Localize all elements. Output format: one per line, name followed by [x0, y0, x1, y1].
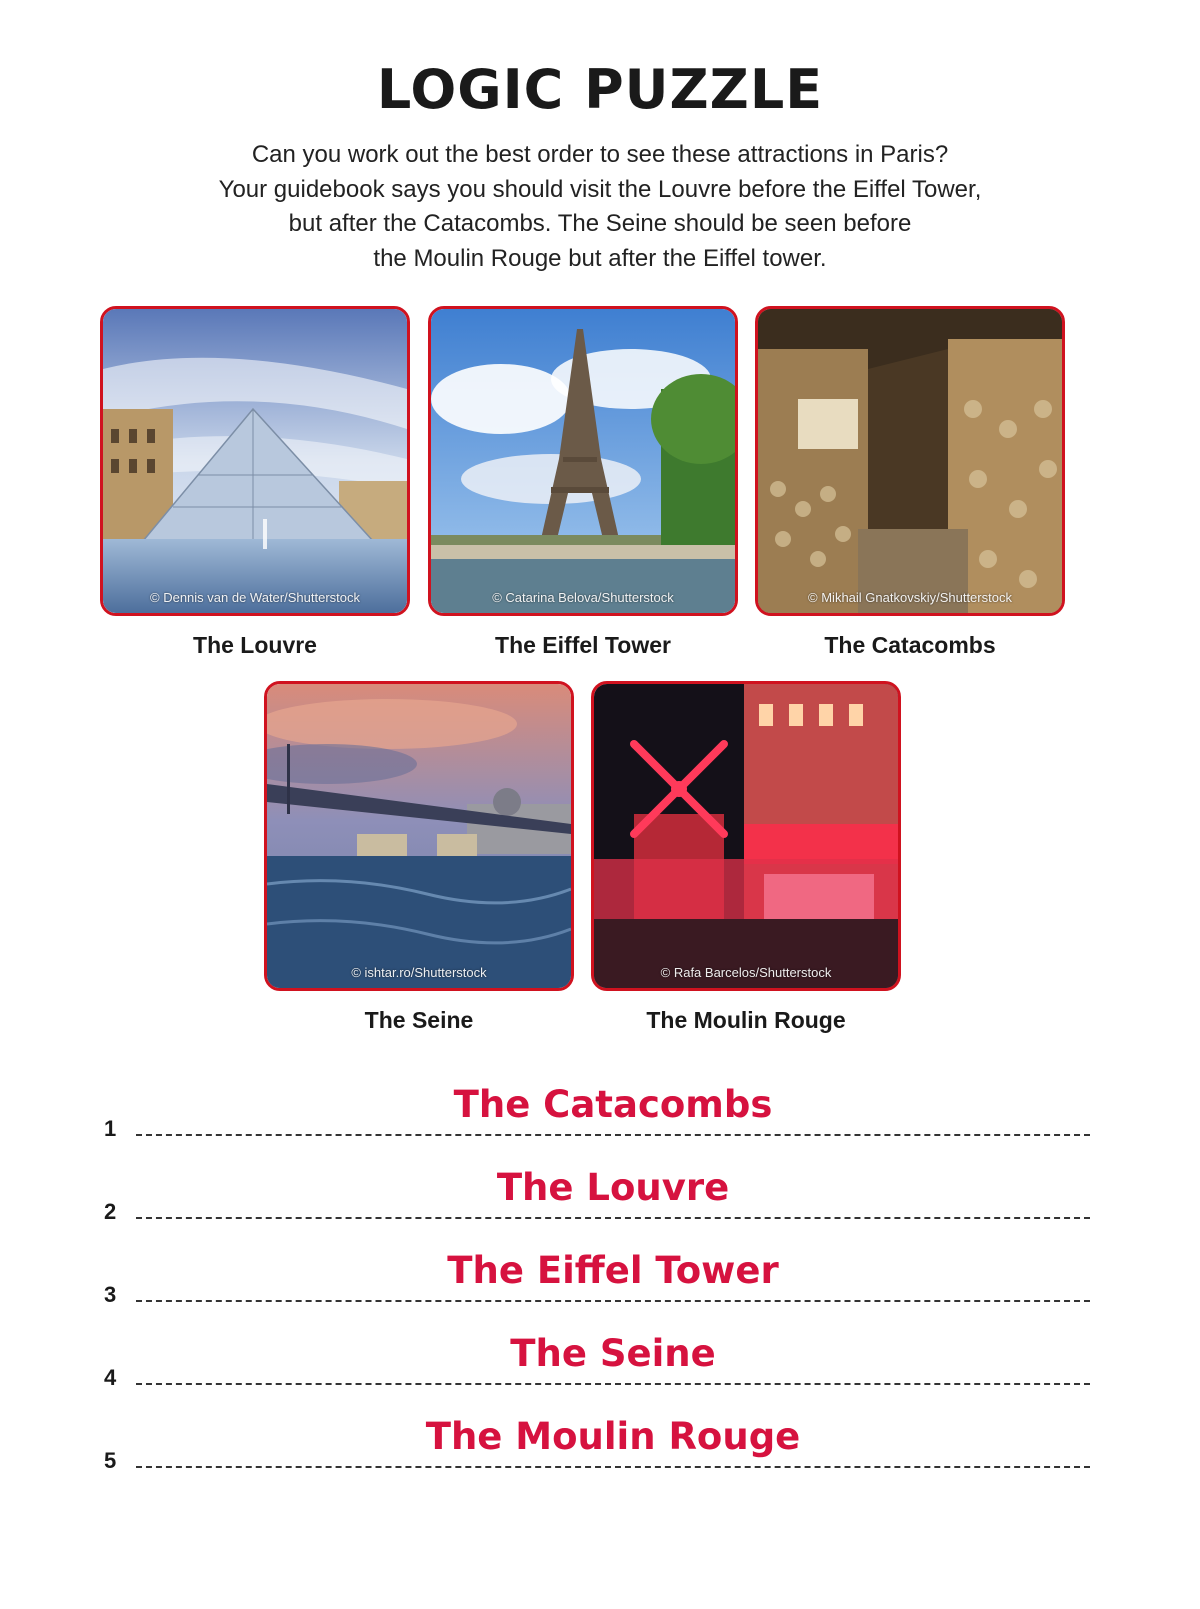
instruction-line: Can you work out the best order to see these attractions in Paris? [251, 141, 949, 168]
answer-dashed-line [136, 1383, 1090, 1385]
answer-text: The Seine [510, 1332, 716, 1375]
puzzle-instructions [150, 138, 1050, 276]
answer-text: The Catacombs [453, 1083, 773, 1126]
answer-text: The Eiffel Tower [447, 1249, 779, 1292]
attraction-caption: The Eiffel Tower [495, 632, 671, 658]
attraction-card-catacombs [755, 306, 1065, 659]
answer-row [100, 1396, 1090, 1476]
attraction-caption: The Seine [364, 1007, 474, 1033]
answer-row [100, 1064, 1090, 1144]
photo-credit: © ishtar.ro/Shutterstock [351, 965, 487, 980]
moulin-rouge-photo [591, 681, 901, 991]
eiffel-tower-photo [428, 306, 738, 616]
photo-credit: © Dennis van de Water/Shutterstock [150, 590, 360, 605]
answer-dashed-line [136, 1134, 1090, 1136]
photo-credit: © Catarina Belova/Shutterstock [492, 590, 674, 605]
photo-credit: © Mikhail Gnatkovskiy/Shutterstock [808, 590, 1012, 605]
answer-row [100, 1313, 1090, 1393]
attraction-card-moulin-rouge [591, 681, 901, 1034]
attraction-caption: The Louvre [193, 632, 317, 658]
answer-number: 3 [104, 1282, 117, 1307]
catacombs-photo [755, 306, 1065, 616]
answer-number: 2 [104, 1199, 117, 1224]
answer-row [100, 1147, 1090, 1227]
answer-text: The Louvre [496, 1166, 730, 1209]
instruction-line: Your guidebook says you should visit the Louvre before the Eiffel Tower, [218, 175, 982, 203]
instruction-line: the Moulin Rouge but after the Eiffel tower. [373, 244, 827, 272]
answer-number: 1 [104, 1116, 117, 1141]
answer-text: The Moulin Rouge [425, 1415, 801, 1458]
answer-dashed-line [136, 1466, 1090, 1468]
instruction-line: but after the Catacombs. The Seine should be seen before [288, 210, 912, 237]
answer-number: 5 [104, 1448, 117, 1473]
attraction-card-seine [264, 681, 574, 1034]
photo-credit: © Rafa Barcelos/Shutterstock [660, 965, 832, 980]
attraction-caption: The Catacombs [824, 632, 996, 658]
attraction-card-eiffel-tower [428, 306, 738, 659]
answer-dashed-line [136, 1300, 1090, 1302]
answer-number: 4 [104, 1365, 117, 1390]
seine-bridge-photo [264, 681, 574, 991]
page-title: LOGIC PUZZLE [376, 58, 824, 121]
answer-dashed-line [136, 1217, 1090, 1219]
answer-row [100, 1230, 1090, 1310]
attraction-card-louvre [100, 306, 410, 659]
louvre-pyramid-photo [100, 306, 410, 616]
attraction-caption: The Moulin Rouge [646, 1007, 846, 1033]
